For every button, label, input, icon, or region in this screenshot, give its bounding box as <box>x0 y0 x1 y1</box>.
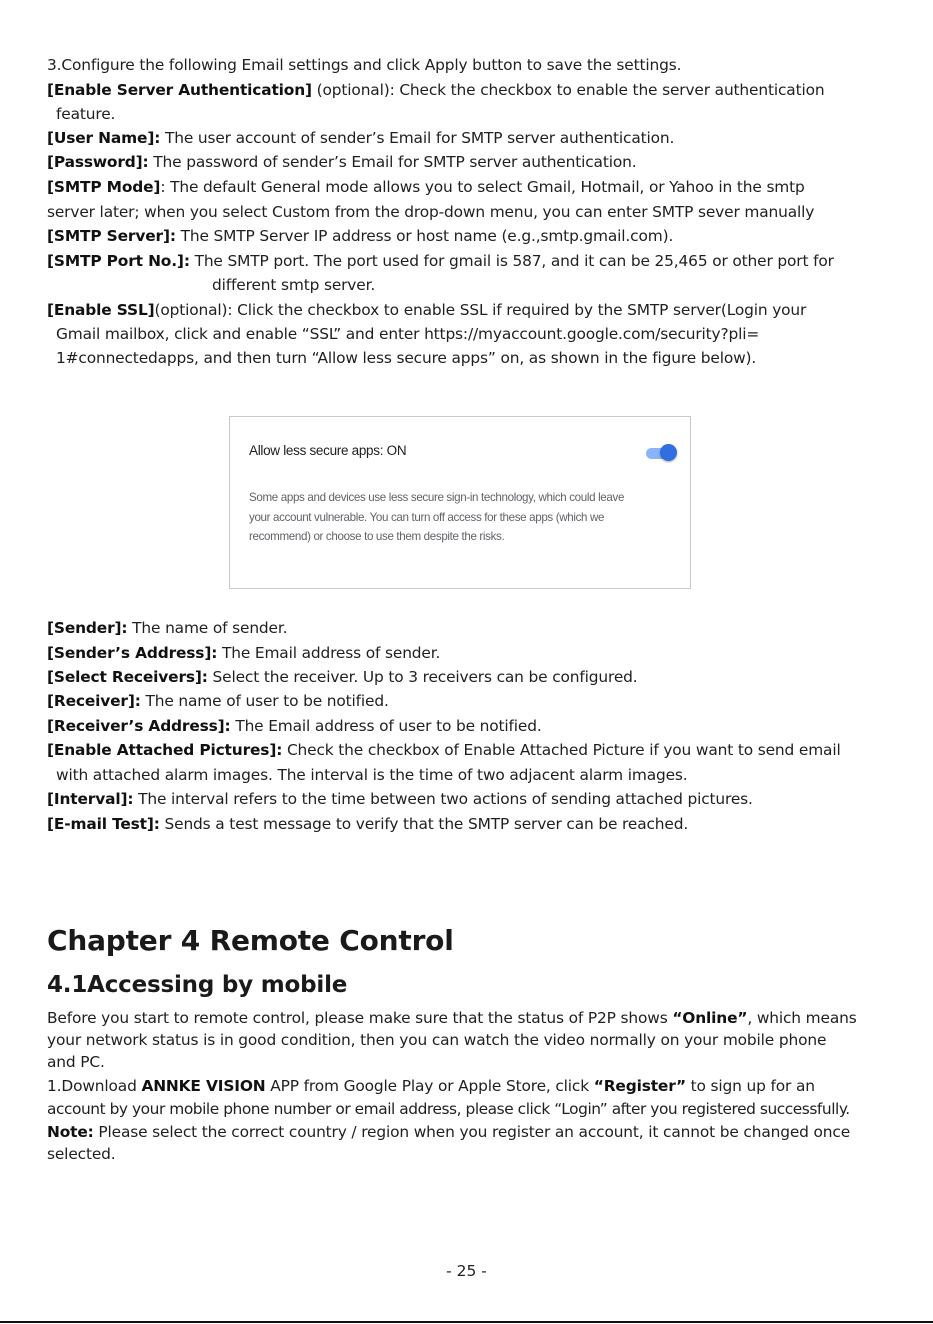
note-line <box>47 1121 850 1143</box>
smtp-mode-term: [SMTP Mode] <box>47 178 161 196</box>
ssl-cont-2 <box>56 347 756 369</box>
figure-desc-line-1: Some apps and devices use less secure sign-in technology, which could leave <box>249 491 625 504</box>
p1-text-b: , which means <box>747 1009 857 1027</box>
receiver-address-desc: The Email address of user to be notified. <box>230 717 542 735</box>
select-receivers-line <box>47 666 638 688</box>
intro-line <box>47 54 681 76</box>
intro-text: 3.Configure the following Email settings and click Apply button to save the settings. <box>47 56 682 74</box>
p2-text-c: to sign up for an <box>685 1077 815 1095</box>
chapter-title: Chapter 4 Remote Control <box>47 924 454 957</box>
username-desc: The user account of sender’s Email for SMTP server authentication. <box>160 129 675 147</box>
attached-pictures-line <box>47 739 841 761</box>
username-term: [User Name]: <box>47 129 161 147</box>
p1-text-a: Before you start to remote control, please make sure that the status of P2P shows <box>47 1009 673 1027</box>
receiver-line <box>47 690 389 712</box>
note-cont-text: selected. <box>47 1145 116 1163</box>
enable-auth-line <box>47 79 824 101</box>
receiver-term: [Receiver]: <box>47 692 141 710</box>
smtp-port-cont <box>212 274 375 296</box>
password-line <box>47 151 636 173</box>
sender-term: [Sender]: <box>47 619 128 637</box>
smtp-server-line <box>47 225 673 247</box>
enable-auth-term: [Enable Server Authentication] <box>47 81 312 99</box>
smtp-port-term: [SMTP Port No.]: <box>47 252 190 270</box>
ssl-desc: (optional): Click the checkbox to enable SSL if required by the SMTP server(Login your <box>154 301 807 319</box>
p2-line-1 <box>47 1075 815 1097</box>
register-term: “Register” <box>593 1077 686 1095</box>
note-cont <box>47 1143 116 1165</box>
smtp-port-cont-text: different smtp server. <box>212 276 376 294</box>
username-line <box>47 127 674 149</box>
ssl-cont-1-text: Gmail mailbox, click and enable “SSL” and enter https://myaccount.google.com/security?pli= <box>56 325 760 343</box>
page-number: - 25 - <box>446 1262 487 1280</box>
figure-title: Allow less secure apps: ON <box>249 443 407 458</box>
attached-pictures-term: [Enable Attached Pictures]: <box>47 741 283 759</box>
attached-pictures-cont <box>56 764 688 786</box>
smtp-mode-cont <box>47 201 814 223</box>
interval-desc: The interval refers to the time between two actions of sending attached pictures. <box>133 790 753 808</box>
receiver-desc: The name of user to be notified. <box>140 692 389 710</box>
p1-line-2 <box>47 1029 826 1051</box>
password-term: [Password]: <box>47 153 149 171</box>
figure-desc-line-3: recommend) or choose to use them despite the risks. <box>249 530 505 544</box>
p2-line-2-text: account by your mobile phone number or email address, please click “Login” after you registered successfully. <box>47 1100 850 1118</box>
smtp-mode-cont-text: server later; when you select Custom from the drop-down menu, you can enter SMTP sever manually <box>47 203 815 221</box>
app-name: ANNKE VISION <box>141 1077 266 1095</box>
less-secure-apps-toggle[interactable] <box>646 443 676 463</box>
online-status-term: “Online” <box>672 1009 748 1027</box>
email-test-term: [E-mail Test]: <box>47 815 160 833</box>
receiver-address-term: [Receiver’s Address]: <box>47 717 231 735</box>
ssl-cont-2-text: 1#connectedapps, and then turn “Allow less secure apps” on, as shown in the figure below). <box>56 349 757 367</box>
interval-term: [Interval]: <box>47 790 134 808</box>
figure-description <box>249 488 649 547</box>
smtp-port-line <box>47 250 834 272</box>
toggle-knob <box>660 444 677 461</box>
allow-less-secure-apps-figure <box>229 416 691 589</box>
password-desc: The password of sender’s Email for SMTP server authentication. <box>148 153 637 171</box>
ssl-term: [Enable SSL] <box>47 301 155 319</box>
bottom-rule <box>0 1321 933 1323</box>
smtp-server-term: [SMTP Server]: <box>47 227 176 245</box>
interval-line <box>47 788 753 810</box>
enable-auth-cont-text: feature. <box>56 105 116 123</box>
ssl-cont-1 <box>56 323 759 345</box>
ssl-line <box>47 299 806 321</box>
select-receivers-desc: Select the receiver. Up to 3 receivers can be configured. <box>207 668 638 686</box>
attached-pictures-cont-text: with attached alarm images. The interval is the time of two adjacent alarm images. <box>56 766 688 784</box>
figure-desc-line-2: your account vulnerable. You can turn off access for these apps (which we <box>249 510 605 524</box>
p1-line-3 <box>47 1051 105 1073</box>
sender-desc: The name of sender. <box>127 619 288 637</box>
p2-text-b: APP from Google Play or Apple Store, click <box>265 1077 594 1095</box>
email-test-desc: Sends a test message to verify that the SMTP server can be reached. <box>159 815 689 833</box>
sender-address-line <box>47 642 440 664</box>
p1-line-2-text: your network status is in good condition, then you can watch the video normally on your mobile phone <box>47 1031 827 1049</box>
enable-auth-desc: (optional): Check the checkbox to enable the server authentication <box>311 81 825 99</box>
smtp-port-desc: The SMTP port. The port used for gmail is 587, and it can be 25,465 or other port for <box>189 252 834 270</box>
note-desc: Please select the correct country / region when you register an account, it cannot be changed once <box>93 1123 851 1141</box>
note-term: Note: <box>47 1123 94 1141</box>
email-test-line <box>47 813 688 835</box>
p1-line-1 <box>47 1007 857 1029</box>
section-title: 4.1Accessing by mobile <box>47 972 348 998</box>
smtp-mode-line <box>47 176 805 198</box>
receiver-address-line <box>47 715 542 737</box>
smtp-mode-desc: : The default General mode allows you to select Gmail, Hotmail, or Yahoo in the smtp <box>160 178 805 196</box>
enable-auth-cont <box>56 103 115 125</box>
sender-line <box>47 617 287 639</box>
sender-address-desc: The Email address of sender. <box>217 644 441 662</box>
smtp-server-desc: The SMTP Server IP address or host name (e.g.,smtp.gmail.com). <box>175 227 674 245</box>
p2-line-2 <box>47 1098 850 1120</box>
attached-pictures-desc: Check the checkbox of Enable Attached Picture if you want to send email <box>282 741 841 759</box>
sender-address-term: [Sender’s Address]: <box>47 644 218 662</box>
p2-text-a: 1.Download <box>47 1077 142 1095</box>
p1-line-3-text: and PC. <box>47 1053 105 1071</box>
select-receivers-term: [Select Receivers]: <box>47 668 208 686</box>
